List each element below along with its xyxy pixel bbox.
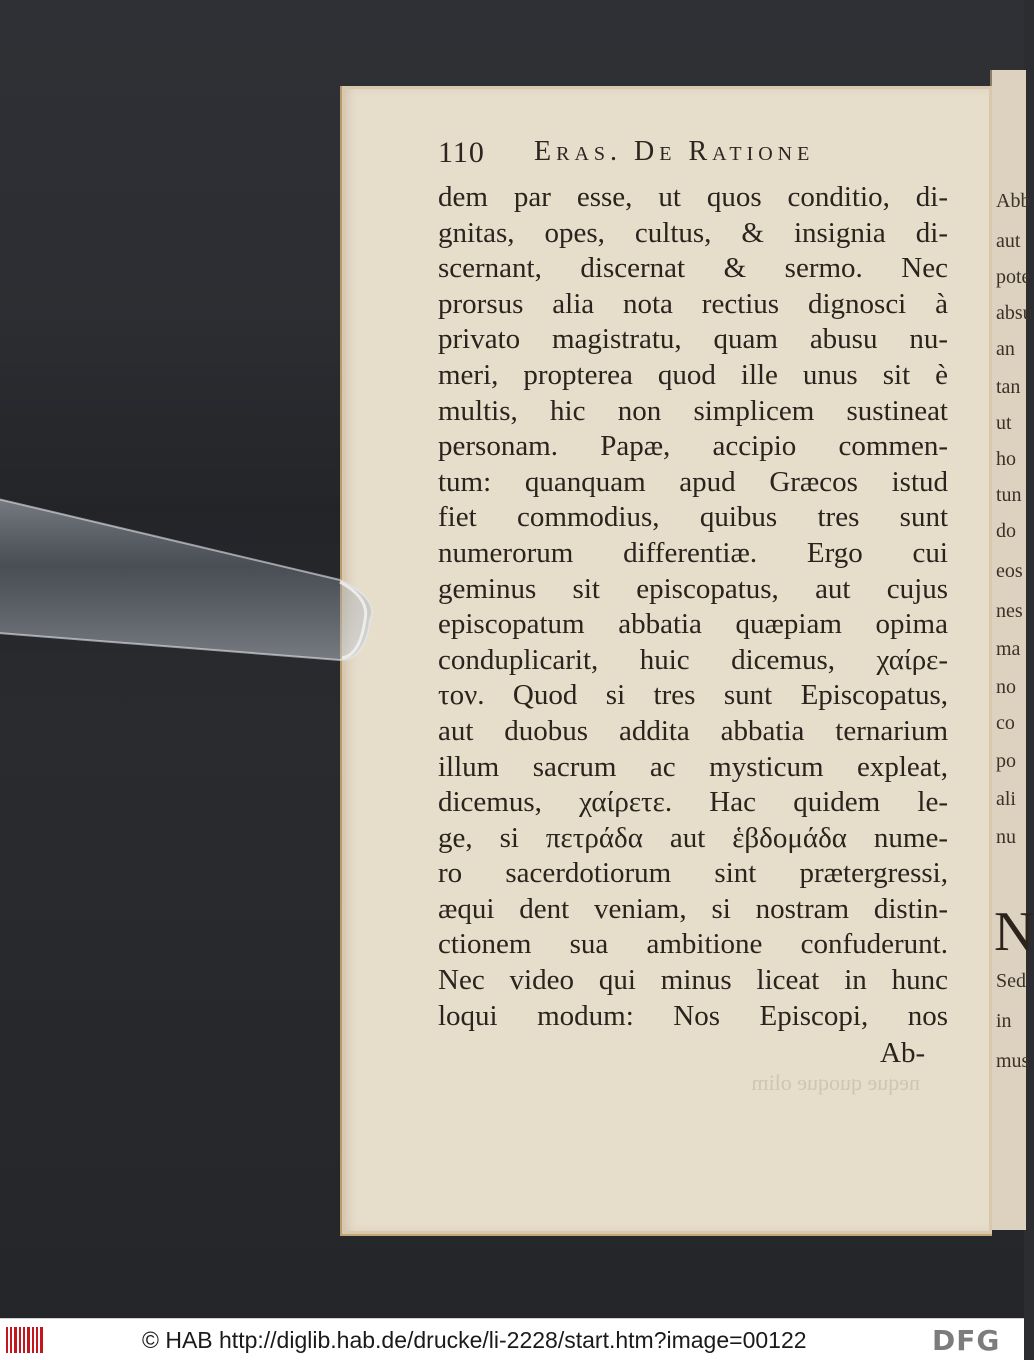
show-through-text: neque quoque olim [751, 1070, 920, 1095]
facing-page-fragment: no [996, 676, 1016, 698]
copyright-url[interactable]: © HAB http://diglib.hab.de/drucke/li-2228/start.htm?image=00122 [142, 1327, 807, 1353]
text-line: ctionem sua ambitione confuderunt. [438, 928, 948, 961]
facing-page-fragment: nes [996, 600, 1023, 622]
facing-page-fragment: nu [996, 826, 1016, 848]
text-line: τον. Quod si tres sunt Episcopatus, [438, 679, 948, 712]
facing-page-fragment: ho [996, 448, 1016, 470]
text-line: fiet commodius, quibus tres sunt [438, 501, 948, 534]
text-line: ro sacerdotiorum sint prætergressi, [438, 857, 948, 890]
text-line: æqui dent veniam, si nostram distin- [438, 892, 948, 925]
text-line: multis, hic non simplicem sustineat [438, 394, 948, 427]
text-line: scernant, discernat & sermo. Nec [438, 252, 948, 285]
catchword: Ab- [880, 1037, 926, 1069]
text-line: privato magistratu, quam abusu nu- [438, 323, 948, 356]
running-head: Eras. De Ratione [534, 136, 815, 167]
text-line: prorsus alia nota rectius dignosci à [438, 287, 948, 320]
facing-page-fragment: N [994, 901, 1034, 963]
facing-page-fragment: an [996, 338, 1015, 360]
text-line: loqui modum: Nos Episcopi, nos [438, 999, 948, 1032]
facing-page-edge [990, 70, 1034, 1230]
text-line: tum: quanquam apud Græcos istud [438, 465, 948, 498]
text-line: dicemus, χαίρετε. Hac quidem le- [438, 786, 948, 819]
text-line: numerorum differentiæ. Ergo cui [438, 536, 948, 569]
folio-number: 110 [438, 136, 485, 169]
facing-page-fragment: aut [996, 230, 1021, 252]
footer-bar [0, 1318, 1024, 1360]
text-line: Nec video qui minus liceat in hunc [438, 964, 948, 997]
hab-barcode-logo-icon [6, 1325, 46, 1355]
facing-page-fragment: ma [996, 638, 1021, 660]
text-line: dem par esse, ut quos conditio, di- [438, 181, 948, 213]
facing-page-fragment: co [996, 712, 1015, 734]
facing-page-fragment: tan [996, 376, 1021, 398]
facing-page-fragment: po [996, 750, 1016, 772]
text-line: aut duobus addita abbatia ternarium [438, 714, 948, 747]
facing-page-fragment: in [996, 1010, 1012, 1032]
body-text [438, 180, 948, 1034]
text-line: conduplicarit, huic dicemus, χαίρε- [438, 643, 948, 676]
facing-page-fragment: mus [996, 1050, 1030, 1072]
facing-page-fragment: pote [996, 266, 1031, 288]
text-line: ge, si πετράδα aut ἑβδομάδα nume- [438, 821, 948, 854]
text-line: gnitas, opes, cultus, & insignia di- [438, 216, 948, 249]
text-line: meri, propterea quod ille unus sit è [438, 358, 948, 391]
glass-page-weight [0, 470, 390, 670]
facing-page-fragment: ali [996, 788, 1016, 810]
page-header [438, 132, 938, 172]
dfg-logo: DFG [932, 1324, 1001, 1357]
facing-page-fragment: do [996, 520, 1016, 542]
text-line: geminus sit episcopatus, aut cujus [438, 572, 948, 605]
text-line: personam. Papæ, accipio commen- [438, 430, 948, 463]
facing-page-fragment: eos [996, 560, 1023, 582]
text-line: episcopatum abbatia quæpiam opima [438, 608, 948, 641]
text-line: illum sacrum ac mysticum expleat, [438, 750, 948, 783]
facing-page-fragment: absu [996, 302, 1033, 324]
facing-page-fragment: ut [996, 412, 1012, 434]
facing-page-fragment: Abb [996, 190, 1031, 212]
facing-page-fragment: tun [996, 484, 1022, 506]
facing-page-fragment: Sed [996, 970, 1026, 992]
